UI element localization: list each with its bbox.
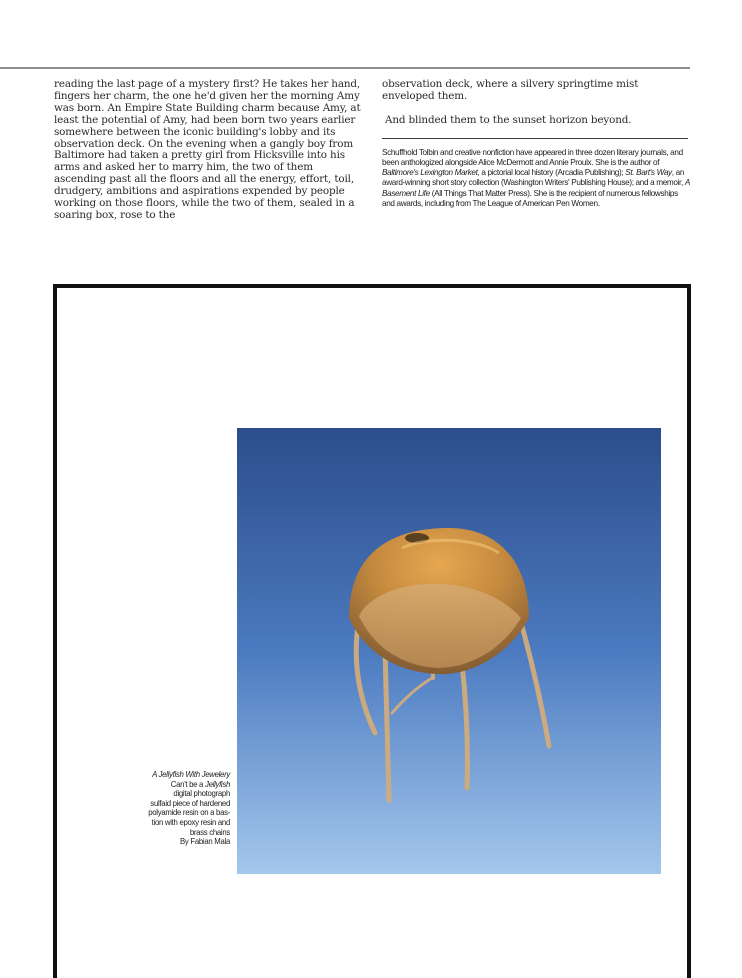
story-right-paragraph-1: observation deck, where a silvery springtime mist enveloped them. [382,78,639,102]
caption-line-5: polyamide resin on a bas- [148,808,230,818]
caption-line-2-italic: Jellyfish [204,779,230,789]
author-bio [382,148,690,209]
story-right-paragraph-2: And blinded them to the sunset horizon beyond. [385,113,632,126]
caption-title: A Jellyfish With Jewelery [152,770,230,779]
story-left-column [54,79,364,222]
bio-book-2: St. Bart's Way [625,168,672,178]
bio-text-2: , a pictorial local history (Arcadia Publishing); [477,168,626,178]
story-left-text: reading the last page of a mystery first? He takes her hand, fingers her charm, the one he'd given her the morning Amy was born. An Empire State Building charm because Amy, at least the potential of Amy, had been born two years earlier somewhere between the iconic building's lobby and its observation deck. On the evening when a gangly boy from Baltimore had taken a pretty girl from Hicksville into his arms and asked her to marry him, the two of them ascending past all the floors and all the energy, effort, toil, drudgery, ambitions and aspirations expended by people working on those floors, while the two of them, sealed in a soaring box, rose to the [54,78,361,221]
caption-credit: By Fabian Mala [180,837,230,847]
caption-line-2-text: Can't be a [170,779,205,789]
jellyfish-photograph [237,428,661,874]
bio-text-3: , an award-winning short story collection (Washington Writers' Publishing House); and a memoir, [382,168,685,188]
caption-line-2 [104,780,230,790]
caption-line-6: tion with epoxy resin and [151,817,230,827]
bio-divider [382,138,688,139]
story-right-column [382,79,690,209]
bio-text-4: (All Things That Matter Press). She is the recipient of numerous fellowships and awards, including from The League of American Pen Women. [382,188,678,208]
caption-line-3: digital photograph [173,789,230,799]
bio-text-1: Schuffhold Tolbin and creative nonfiction have appeared in three dozen literary journals, and been anthologized alongside Alice McDermott and Annie Proulx. She is the author of [382,147,683,167]
bio-book-3: A Basement Life [382,178,690,198]
artwork-caption [104,770,230,847]
caption-line-7: brass chains [189,827,230,837]
bio-book-1: Baltimore's Lexington Market [382,168,478,178]
caption-line-4: sulfaid piece of hardened [150,798,230,808]
top-rule [0,67,690,69]
